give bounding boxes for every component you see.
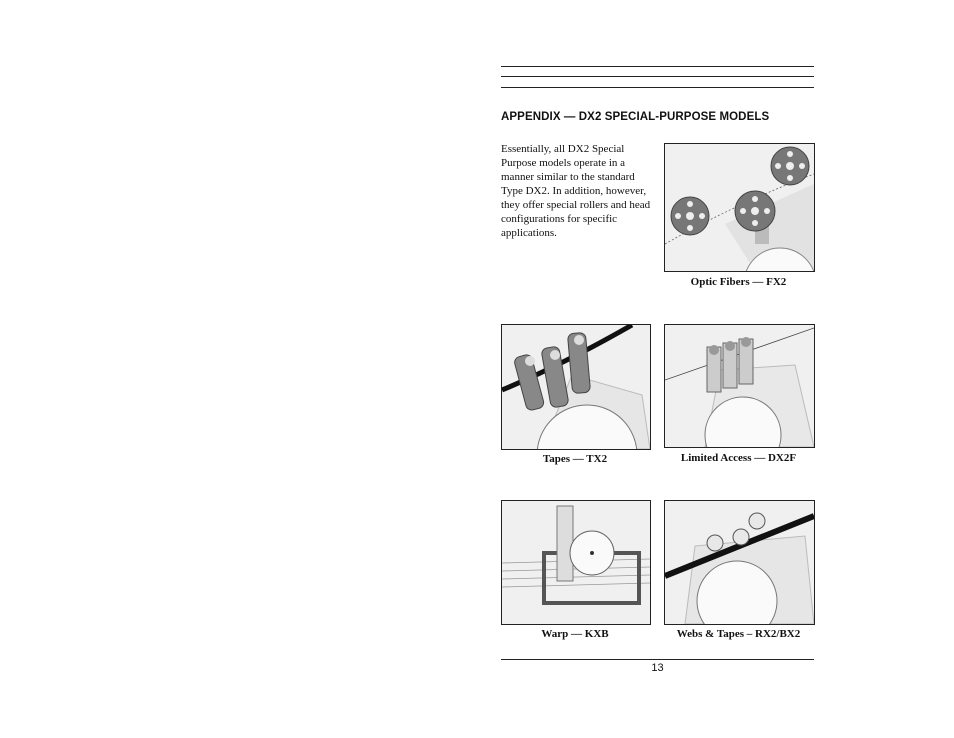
figure-caption: Webs & Tapes – RX2/BX2 (676, 628, 801, 640)
photo-limited-access (664, 324, 815, 448)
header-rule (501, 87, 814, 88)
section-heading: APPENDIX — DX2 SPECIAL-PURPOSE MODELS (501, 111, 770, 123)
photo-optic-fibers (664, 143, 815, 272)
header-rule (501, 66, 814, 67)
page-number: 13 (651, 662, 664, 674)
header-rule (501, 76, 814, 77)
photo-webs-tapes (664, 500, 815, 625)
photo-warp (501, 500, 651, 625)
figure-caption: Optic Fibers — FX2 (690, 276, 787, 288)
figure-caption: Limited Access — DX2F (680, 452, 797, 464)
footer-rule (501, 659, 814, 660)
intro-paragraph: Essentially, all DX2 Special Purpose models operate in a manner similar to the standard Type DX2. In addition, however, they offer special rollers and head configurations for specific applications. (501, 143, 651, 239)
photo-tapes (501, 324, 651, 450)
figure-caption: Warp — KXB (541, 628, 609, 640)
figure-caption: Tapes — TX2 (542, 453, 608, 465)
